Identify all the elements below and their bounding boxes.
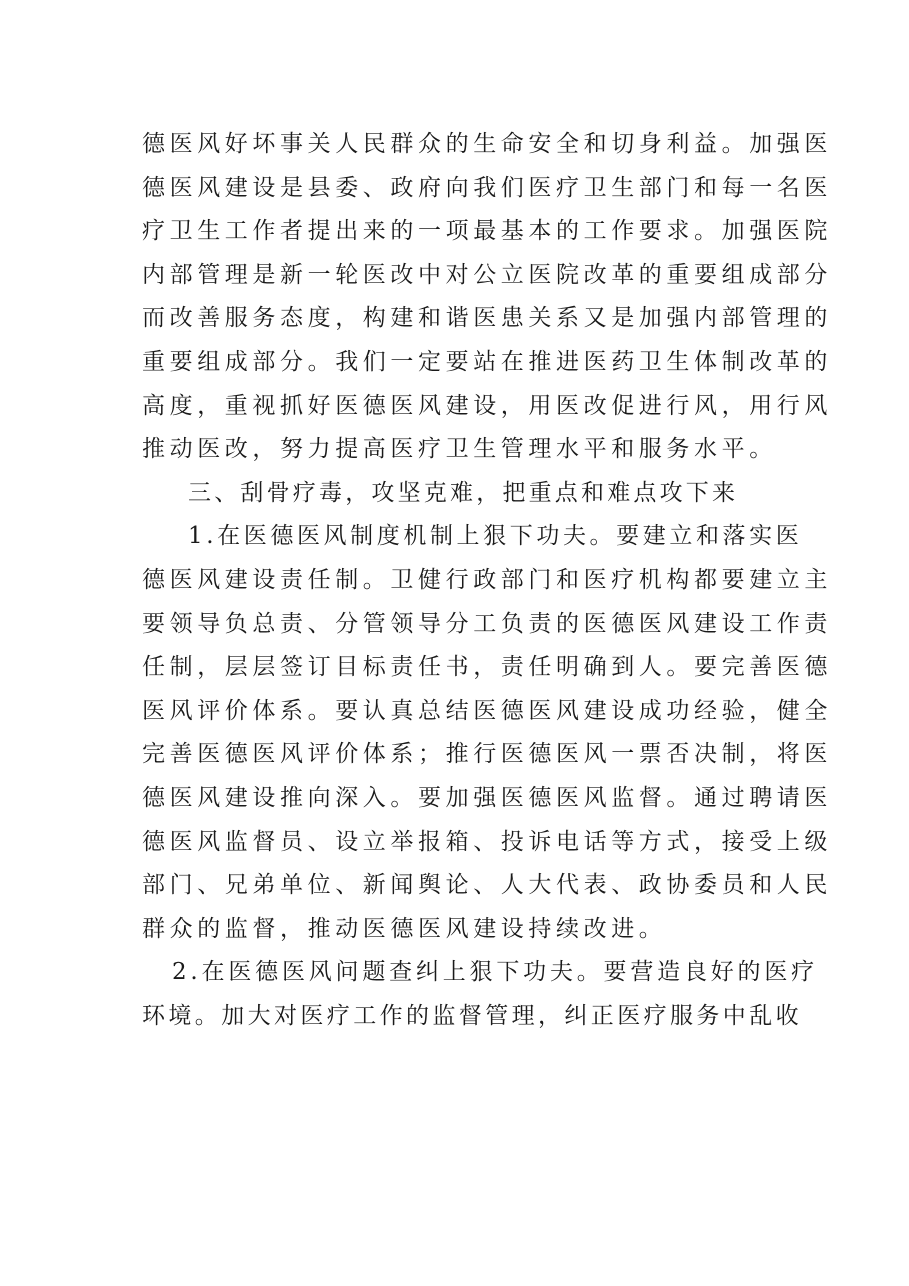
paragraph-line: 内部管理是新一轮医改中对公立医院改革的重要组成部分 xyxy=(142,261,832,288)
paragraph-line: 2.在医德医风问题查纠上狠下功夫。要营造良好的医疗 xyxy=(172,959,818,986)
paragraph-line: 德医风监督员、设立举报箱、投诉电话等方式，接受上级 xyxy=(142,828,832,855)
paragraph-line: 环境。加大对医疗工作的监督管理，纠正医疗服务中乱收 xyxy=(142,1002,802,1029)
paragraph-line: 任制，层层签订目标责任书，责任明确到人。要完善医德 xyxy=(142,654,832,681)
paragraph-line: 1.在医德医风制度机制上狠下功夫。要建立和落实医 xyxy=(188,523,803,550)
paragraph-line: 疗卫生工作者提出来的一项最基本的工作要求。加强医院 xyxy=(142,218,832,245)
paragraph-line: 而改善服务态度，构建和谐医患关系又是加强内部管理的 xyxy=(142,305,832,332)
paragraph-line: 德医风建设推向深入。要加强医德医风监督。通过聘请医 xyxy=(142,784,832,811)
paragraph-line: 完善医德医风评价体系；推行医德医风一票否决制，将医 xyxy=(142,741,832,768)
paragraph-line: 高度，重视抓好医德医风建设，用医改促进行风，用行风 xyxy=(142,392,832,419)
paragraph-line: 推动医改，努力提高医疗卫生管理水平和服务水平。 xyxy=(142,436,777,463)
paragraph-line: 群众的监督，推动医德医风建设持续改进。 xyxy=(142,915,667,942)
paragraph-line: 要领导负总责、分管领导分工负责的医德医风建设工作责 xyxy=(142,610,832,637)
paragraph-line: 德医风好坏事关人民群众的生命安全和切身利益。加强医 xyxy=(142,131,832,157)
body-text xyxy=(142,123,832,1038)
paragraph-line: 部门、兄弟单位、新闻舆论、人大代表、政协委员和人民 xyxy=(142,872,832,899)
paragraph-line: 德医风建设责任制。卫健行政部门和医疗机构都要建立主 xyxy=(142,566,832,593)
paragraph-line: 德医风建设是县委、政府向我们医疗卫生部门和每一名医 xyxy=(142,174,832,201)
paragraph-line: 重要组成部分。我们一定要站在推进医药卫生体制改革的 xyxy=(142,348,832,375)
paragraph-line: 医风评价体系。要认真总结医德医风建设成功经验，健全 xyxy=(142,697,832,724)
section-heading: 三、刮骨疗毒，攻坚克难，把重点和难点攻下来 xyxy=(188,479,739,506)
